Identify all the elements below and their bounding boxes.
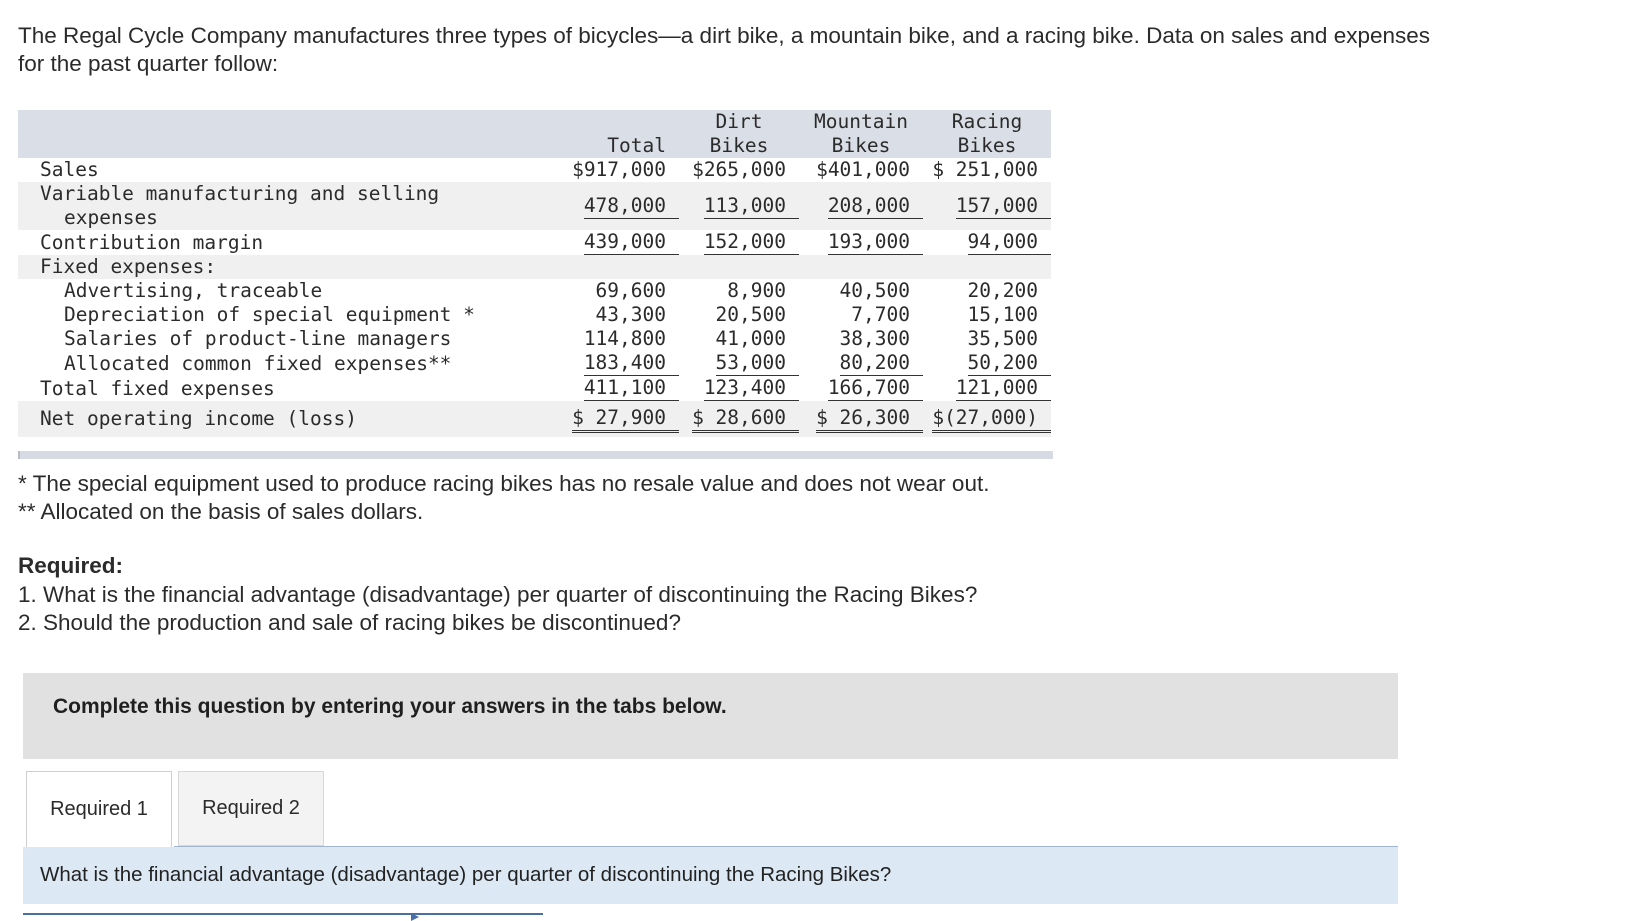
problem-intro: The Regal Cycle Company manufactures three types of bicycles—a dirt bike, a mountain bike, and a racing bike. Data on sales and expenses for the past quarter follow:: [18, 23, 1431, 76]
required-heading: Required:: [18, 553, 124, 578]
header-dirt: Dirt Bikes: [679, 110, 799, 158]
question-prompt: What is the financial advantage (disadvantage) per quarter of discontinuing the Racing Bikes?: [40, 863, 892, 886]
row-allocated: Allocated common fixed expenses** 183,400 53,000 80,200 50,200: [18, 351, 1051, 376]
row-salaries: Salaries of product-line managers 114,800 41,000 38,300 35,500: [64, 327, 1038, 350]
header-racing: Racing Bikes: [923, 110, 1051, 158]
instruction-banner: [23, 673, 1398, 759]
footnote-special-equipment: * The special equipment used to produce racing bikes has no resale value and does not wear out.: [18, 471, 990, 496]
row-depreciation: Depreciation of special equipment * 43,300 20,500 7,700 15,100: [64, 303, 1038, 326]
header-total: Total: [561, 110, 679, 158]
row-fixed-expenses-header: Fixed expenses:: [18, 255, 1051, 279]
instruction-text: Complete this question by entering your answers in the tabs below.: [53, 695, 727, 718]
row-net-operating-income: Net operating income (loss) $ 27,900 $ 28,600 $ 26,300 $(27,000): [18, 401, 1051, 437]
tab-required-2[interactable]: Required 2: [178, 771, 324, 846]
table-header-row: [18, 110, 1051, 158]
tab-required-1[interactable]: Required 1: [26, 771, 172, 847]
row-contribution-margin: Contribution margin 439,000 152,000 193,000 94,000: [18, 230, 1051, 255]
row-advertising: Advertising, traceable 69,600 8,900 40,500 20,200: [64, 279, 1038, 302]
table-bottom-bar: [18, 451, 1053, 459]
footnotes: [18, 470, 989, 526]
dropdown-arrow-icon: [411, 913, 419, 921]
row-variable-expenses: Variable manufacturing and selling expenses 478,000 113,000 208,000 157,000: [18, 182, 1051, 230]
answer-input-top-edge[interactable]: [23, 913, 543, 918]
question-prompt-box: [23, 847, 1398, 904]
required-question-2: 2. Should the production and sale of racing bikes be discontinued?: [18, 610, 681, 635]
financial-table: [18, 110, 1051, 437]
header-mountain: Mountain Bikes: [799, 110, 923, 158]
row-sales: Sales $917,000 $265,000 $401,000 $ 251,000: [40, 158, 1038, 181]
footnote-allocated: ** Allocated on the basis of sales dollars.: [18, 499, 424, 524]
required-question-1: 1. What is the financial advantage (disadvantage) per quarter of discontinuing the Racing Bikes?: [18, 581, 978, 607]
required-section: [18, 552, 977, 638]
row-total-fixed: Total fixed expenses 411,100 123,400 166,700 121,000: [18, 376, 1051, 401]
